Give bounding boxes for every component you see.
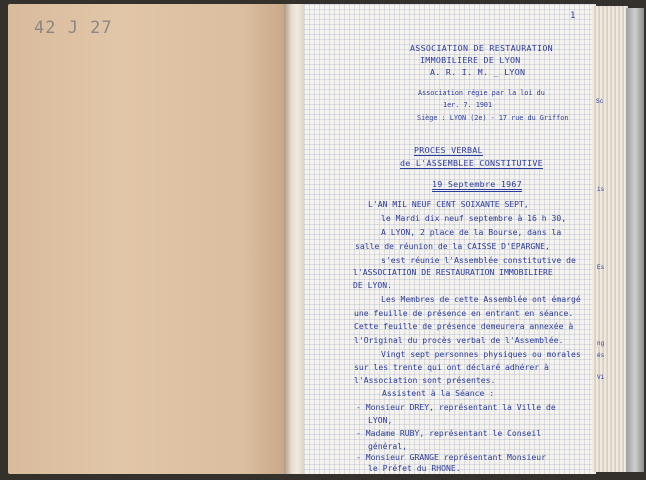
header-acronym: A. R. I. M. _ LYON bbox=[430, 67, 526, 77]
body-line: Assistent à la Séance : bbox=[382, 388, 495, 398]
body-line: - Monsieur DREY, représentant la Ville de bbox=[356, 402, 556, 412]
header-registered-office: Siège : LYON (2e) - 17 rue du Griffon bbox=[417, 114, 569, 122]
body-line: le Mardi dix neuf septembre à 16 h 30, bbox=[381, 213, 567, 223]
body-line: DE LYON. bbox=[353, 280, 392, 290]
edge-tab-note: ng bbox=[597, 340, 605, 347]
header-legal-status: Association régie par la loi du bbox=[418, 89, 545, 97]
title-assemblee: de L'ASSEMBLEE CONSTITUTIVE bbox=[400, 158, 543, 168]
title-date: 19 Septembre 1967 bbox=[432, 180, 522, 192]
page-edges bbox=[592, 6, 628, 472]
cover-edge bbox=[626, 8, 644, 472]
edge-tab-note: és bbox=[597, 352, 605, 359]
body-line: - Madame RUBY, représentant le Conseil bbox=[356, 428, 542, 438]
body-line: l'ASSOCIATION DE RESTAURATION IMMOBILIERE bbox=[353, 267, 553, 277]
body-line: l'Original du procès verbal de l'Assemblée. bbox=[354, 335, 564, 345]
body-line: salle de réunion de la CAISSE D'EPARGNE, bbox=[355, 241, 550, 251]
body-line: le Préfet du RHONE. bbox=[368, 463, 461, 473]
body-line: L'AN MIL NEUF CENT SOIXANTE SEPT, bbox=[368, 199, 529, 209]
left-page bbox=[8, 4, 286, 474]
body-line: l'Association sont présentes. bbox=[354, 375, 496, 385]
page-number: 1 bbox=[570, 11, 576, 21]
edge-tab-note: Es bbox=[597, 264, 605, 271]
edge-tab-note: Vi bbox=[597, 374, 605, 381]
body-line: Vingt sept personnes physiques ou morales bbox=[381, 349, 581, 359]
body-line: général, bbox=[368, 441, 407, 451]
body-line: Les Membres de cette Assemblée ont émargé bbox=[381, 294, 581, 304]
header-association-name: ASSOCIATION DE RESTAURATION bbox=[410, 43, 553, 53]
body-line: - Monsieur GRANGE représentant Monsieur bbox=[356, 452, 547, 462]
body-line: LYON, bbox=[368, 415, 393, 425]
body-line: sur les trente qui ont déclaré adhérer à bbox=[354, 362, 549, 372]
header-association-name-2: IMMOBILIERE DE LYON bbox=[420, 55, 521, 65]
title-proces-verbal: PROCES VERBAL bbox=[414, 145, 483, 155]
body-line: Cette feuille de présence demeurera annexée à bbox=[354, 321, 574, 331]
edge-tab-note: is bbox=[597, 186, 605, 193]
book-gutter bbox=[284, 4, 306, 474]
header-law-date: 1er. 7. 1901 bbox=[443, 101, 493, 109]
body-line: A LYON, 2 place de la Bourse, dans la bbox=[381, 227, 562, 237]
body-line: s'est réunie l'Assemblée constitutive de bbox=[381, 255, 576, 265]
edge-tab-note: Sc bbox=[596, 98, 604, 105]
archive-reference: 42 J 27 bbox=[34, 18, 113, 38]
body-line: une feuille de présence en entrant en séance. bbox=[354, 308, 574, 318]
